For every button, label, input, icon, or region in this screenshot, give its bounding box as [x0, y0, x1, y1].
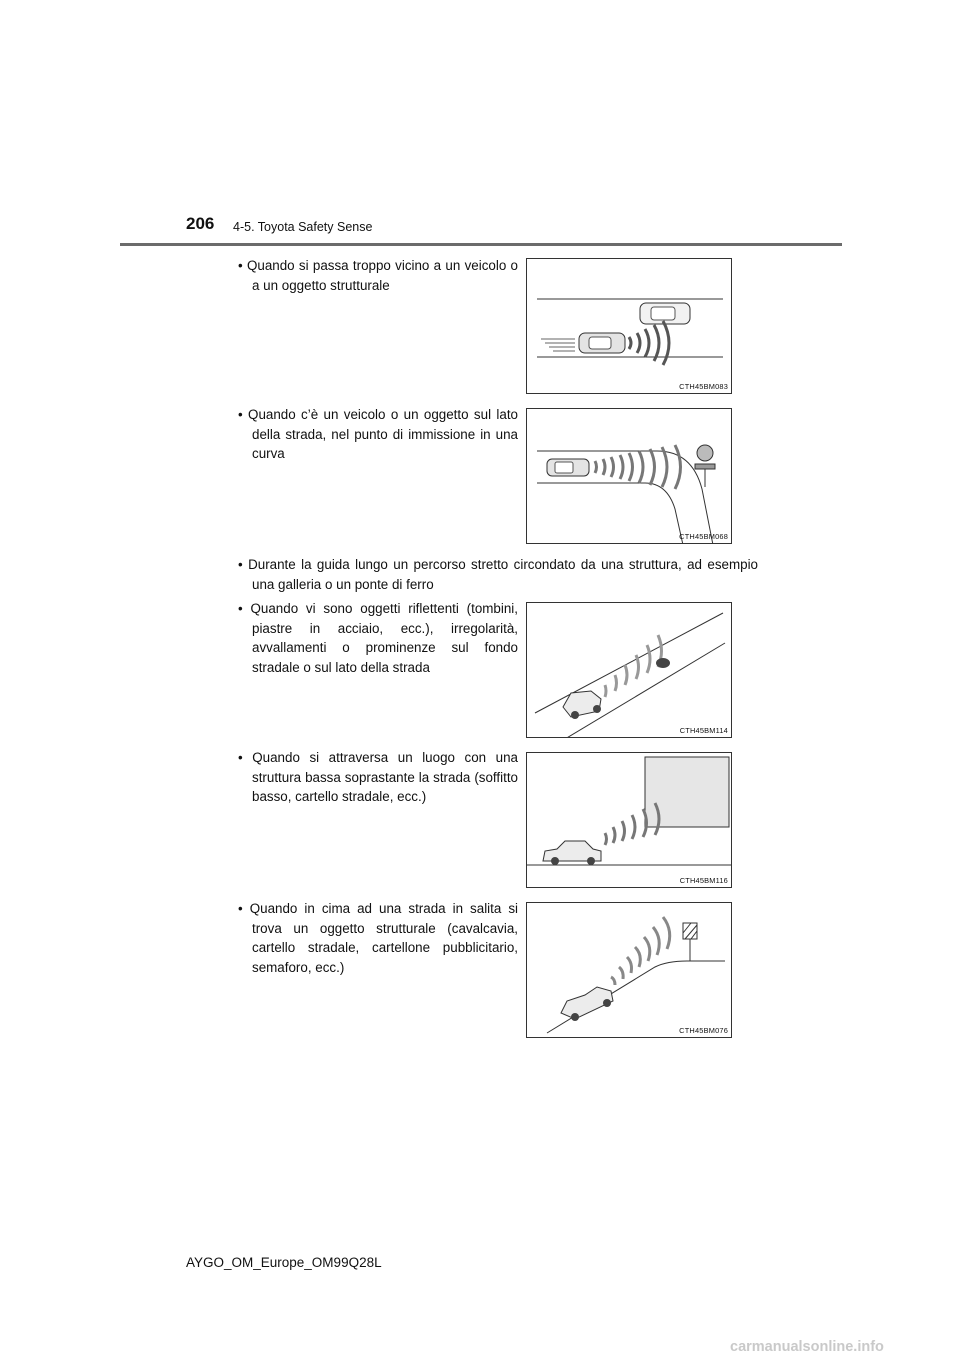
illustration: [527, 753, 732, 888]
bullet-item: • Quando si attraversa un luogo con una struttura bassa soprastante la strada (soffitto basso, cartello stradale, ecc.): [238, 750, 518, 804]
figure-uphill-structure: [526, 902, 732, 1038]
figure-low-overhead-structure: [526, 752, 732, 888]
figure-code: CTH45BM083: [679, 382, 728, 391]
illustration: [527, 259, 732, 394]
illustration: [527, 903, 732, 1038]
bullet-item: • Quando vi sono oggetti riflettenti (tombini, piastre in acciaio, ecc.), irregolarità, avvallamenti o prominenze sul fondo stradale o sul lato della strada: [238, 601, 518, 675]
illustration: [527, 409, 732, 544]
section-title: 4-5. Toyota Safety Sense: [233, 220, 373, 234]
figure-code: CTH45BM076: [679, 1026, 728, 1035]
bullet-item: • Quando si passa troppo vicino a un veicolo o a un oggetto strutturale: [238, 258, 518, 293]
figure-reflective-objects: [526, 602, 732, 738]
header-rule: [120, 243, 842, 246]
figure-curve-entry: [526, 408, 732, 544]
illustration: [527, 603, 732, 738]
footer-doc-code: AYGO_OM_Europe_OM99Q28L: [186, 1255, 382, 1270]
bullet-item: • Durante la guida lungo un percorso stretto circondato da una struttura, ad esempio una galleria o un ponte di ferro: [238, 557, 758, 592]
watermark[interactable]: carmanualsonline.info: [730, 1339, 884, 1355]
figure-code: CTH45BM114: [679, 726, 728, 735]
figure-code: CTH45BM068: [679, 532, 728, 541]
bullet-item: • Quando c’è un veicolo o un oggetto sul lato della strada, nel punto di immissione in una curva: [238, 407, 518, 461]
figure-code: CTH45BM116: [679, 876, 728, 885]
bullet-item: • Quando in cima ad una strada in salita si trova un oggetto strutturale (cavalcavia, cartello stradale, cartellone pubblicitario, semaforo, ecc.): [238, 901, 518, 975]
page-number: 206: [186, 214, 215, 233]
figure-passing-vehicle: [526, 258, 732, 394]
